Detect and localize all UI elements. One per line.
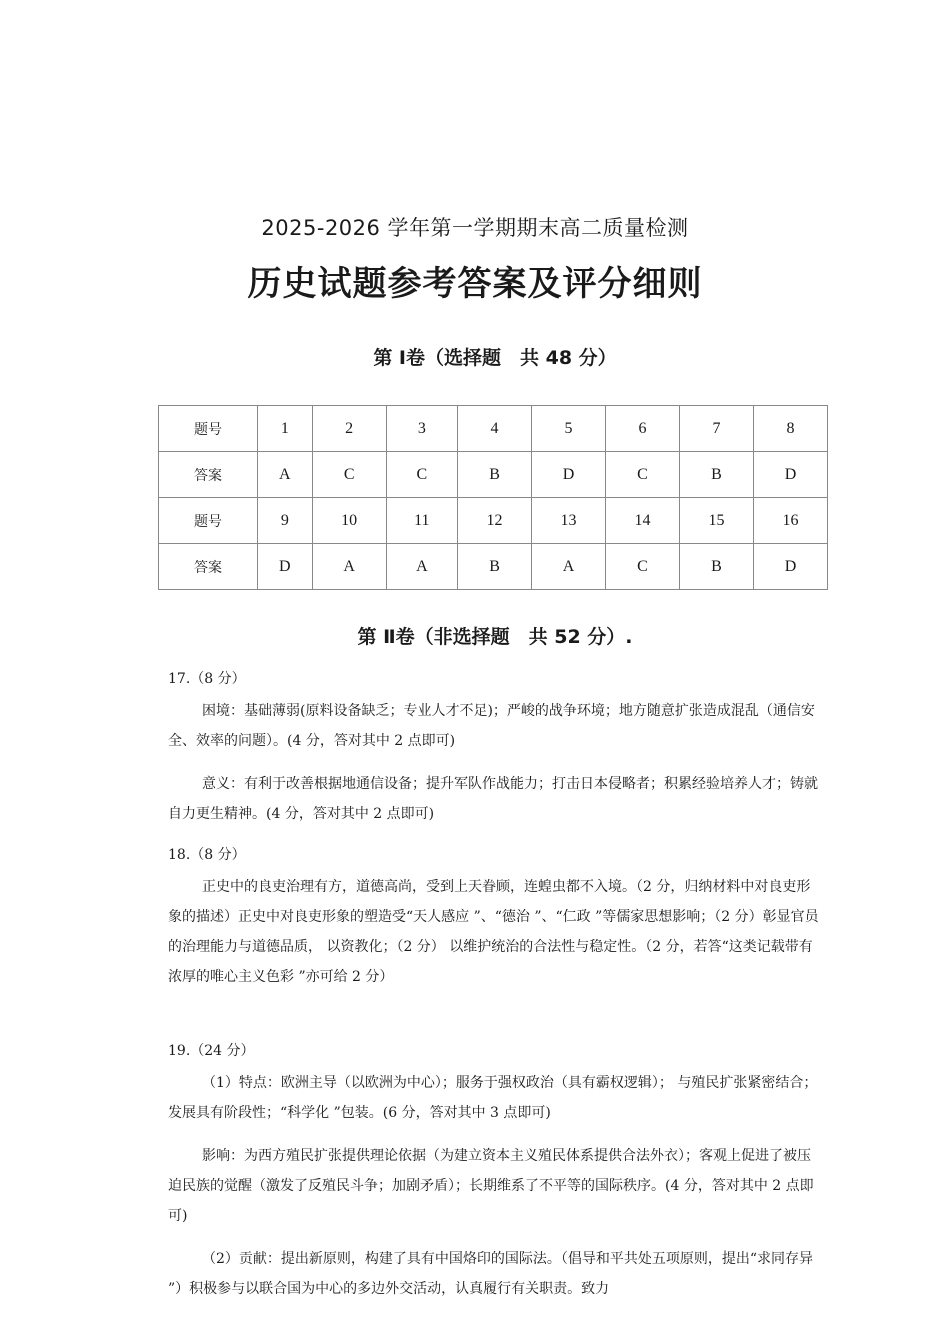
table-cell: C	[606, 452, 680, 498]
section-2-title: 第 Ⅱ卷（非选择题 共 52 分）.	[357, 626, 633, 648]
table-cell: 5	[532, 406, 606, 452]
row-label: 答案	[159, 544, 258, 590]
row-label: 题号	[159, 498, 258, 544]
section-1-title: 第 Ⅰ卷（选择题 共 48 分）	[373, 347, 617, 369]
table-cell: D	[258, 544, 313, 590]
row-label: 答案	[159, 452, 258, 498]
table-cell: B	[680, 544, 754, 590]
table-cell: A	[532, 544, 606, 590]
table-cell: 1	[258, 406, 313, 452]
table-cell: 15	[680, 498, 754, 544]
answer-table	[158, 405, 828, 590]
table-cell: 6	[606, 406, 680, 452]
q18-heading: 18.（8 分）	[168, 847, 246, 863]
document-title: 历史试题参考答案及评分细则	[247, 264, 703, 304]
row-label: 题号	[159, 406, 258, 452]
exam-title: 2025-2026 学年第一学期期末高二质量检测	[261, 216, 689, 240]
table-cell: 9	[258, 498, 313, 544]
table-cell: C	[606, 544, 680, 590]
table-cell: 3	[386, 406, 457, 452]
table-cell: A	[312, 544, 386, 590]
table-cell: 14	[606, 498, 680, 544]
table-cell: A	[258, 452, 313, 498]
q17-significance: 意义：有利于改善根据地通信设备；提升军队作战能力；打击日本侵略者；积累经验培养人才；铸就自力更生精神。(4 分，答对其中 2 点即可)	[168, 776, 818, 822]
table-cell: 16	[753, 498, 827, 544]
table-cell: 7	[680, 406, 754, 452]
table-cell: C	[386, 452, 457, 498]
q19-part1-features: （1）特点：欧洲主导（以欧洲为中心）；服务于强权政治（具有霸权逻辑）； 与殖民扩张紧密结合；发展具有阶段性；“科学化 ”包装。(6 分，答对其中 3 点即可)	[168, 1075, 818, 1121]
table-row	[159, 544, 828, 590]
table-cell: 13	[532, 498, 606, 544]
q19-heading: 19.（24 分）	[168, 1043, 255, 1059]
table-cell: A	[386, 544, 457, 590]
table-cell: B	[458, 452, 532, 498]
table-row	[159, 498, 828, 544]
table-cell: 10	[312, 498, 386, 544]
table-row	[159, 406, 828, 452]
table-cell: 2	[312, 406, 386, 452]
q18-answer: 正史中的良吏治理有方，道德高尚，受到上天眷顾，连蝗虫都不入境。（2 分，归纳材料中对良吏形象的描述）正史中对良吏形象的塑造受“天人感应 ”、“德治 ”、“仁政 ”等儒家思想影响；（2 分）彰显官员的治理能力与道德品质， 以资教化；（2 分） 以维护统治的合法性与稳定性。（2 分，若答“这类记载带有浓厚的唯心主义色彩 ”亦可给 2 分）	[168, 879, 819, 985]
table-cell: B	[458, 544, 532, 590]
q19-part1-impact: 影响：为西方殖民扩张提供理论依据（为建立资本主义殖民体系提供合法外衣）；客观上促进了被压迫民族的觉醒（激发了反殖民斗争；加剧矛盾）；长期维系了不平等的国际秩序。(4 分，答对其中 2 点即可)	[168, 1148, 814, 1224]
table-cell: 8	[753, 406, 827, 452]
q17-difficulties: 困境：基础薄弱(原料设备缺乏；专业人才不足)；严峻的战争环境；地方随意扩张造成混乱（通信安全、效率的问题）。(4 分，答对其中 2 点即可)	[168, 703, 815, 749]
table-cell: B	[680, 452, 754, 498]
table-cell: 11	[386, 498, 457, 544]
table-cell: 12	[458, 498, 532, 544]
table-cell: 4	[458, 406, 532, 452]
table-cell: D	[753, 452, 827, 498]
table-cell: D	[753, 544, 827, 590]
table-cell: D	[532, 452, 606, 498]
table-row	[159, 452, 828, 498]
q17-heading: 17.（8 分）	[168, 671, 246, 687]
q19-part2-contribution: （2）贡献：提出新原则，构建了具有中国烙印的国际法。（倡导和平共处五项原则，提出“求同存异 ”）积极参与以联合国为中心的多边外交活动，认真履行有关职责。致力	[168, 1251, 814, 1297]
table-cell: C	[312, 452, 386, 498]
